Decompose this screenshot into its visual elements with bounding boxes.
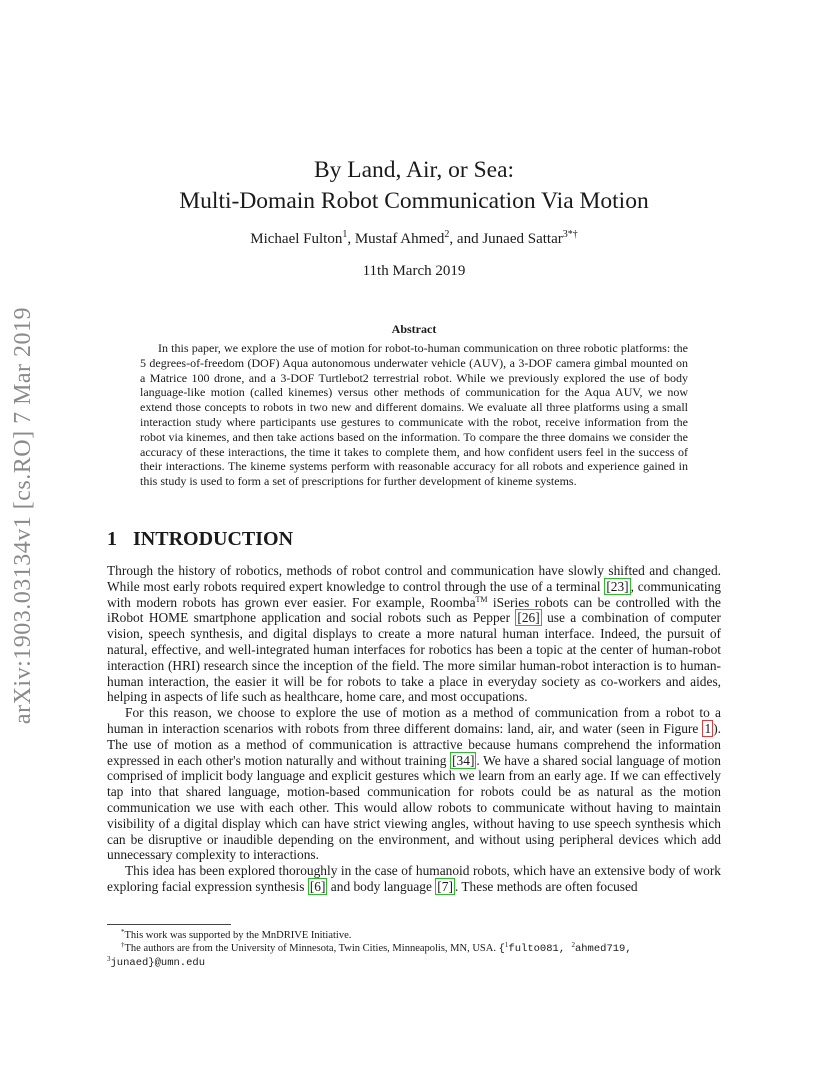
footnote-1 [107, 929, 721, 942]
intro-text: For this reason, we choose to explore the use of motion as a method of communication from a robot to a human in interaction scenarios with robots from three different domains: land, air, and water (seen in Figure [107, 705, 721, 736]
title-line-2: Multi-Domain Robot Communication Via Motion [179, 188, 649, 214]
intro-text: . We have a shared social language of motion comprised of implicit body language and explicit gestures which we learn from an early age. If we can effectively tap into that shared language, motion-based communication for robots could be as natural as the motion communication we use with each other. This would allow robots to communicate without having to maintain visibility of a digital display which can have strict viewing angles, without having to use speech synthesis which can be disruptive or inaudible depending on the environment, and without using peripheral devices which add unnecessary complexity to interactions. [107, 752, 721, 863]
intro-text: Through the history of robotics, methods of robot control and communication have slowly shifted and changed. While most early robots required expert knowledge to control through the use of a terminal [107, 563, 721, 594]
intro-paragraph-2 [107, 705, 721, 863]
intro-text: . These methods are often focused [454, 878, 638, 894]
email-sup-1: 1 [504, 941, 509, 949]
section-heading-introduction [107, 528, 293, 551]
email-part-2: ahmed719, [574, 943, 632, 955]
footnote-2-text: The authors are from the University of Minnesota, Twin Cities, Minneapolis, MN, USA. [124, 943, 499, 954]
citation-link-34[interactable]: [34] [452, 752, 475, 768]
paper-title [100, 155, 728, 217]
intro-text: , communicating with modern robots has grown ever easier. For example, Roomba [107, 578, 721, 610]
email-part-1: fulto081, [508, 943, 572, 955]
intro-paragraph-3 [107, 863, 721, 895]
intro-paragraph-1 [107, 563, 721, 705]
intro-text: and body language [327, 878, 436, 894]
trademark-symbol: TM [475, 594, 488, 604]
footnote-2 [107, 942, 721, 970]
footnotes [107, 929, 721, 970]
introduction-body [107, 563, 721, 895]
author-2: Mustaf Ahmed [354, 231, 445, 247]
author-list [100, 231, 728, 248]
footnote-1-mark: * [121, 928, 125, 936]
arxiv-identifier-stamp [1, 290, 46, 740]
email-sup-2: 2 [571, 941, 575, 949]
email-sup-3: 3 [107, 955, 111, 963]
email-part-3: junaed}@umn.edu [110, 957, 206, 969]
author-separator-1: , [347, 231, 355, 247]
intro-text: This idea has been explored thoroughly in the case of humanoid robots, which have an extensive body of work exploring facial expression synthesis [107, 863, 721, 894]
author-3-affiliation: 3*† [562, 229, 578, 240]
arxiv-identifier-text: arXiv:1903.03134v1 [cs.RO] 7 Mar 2019 [10, 306, 36, 724]
section-number: 1 [107, 528, 117, 550]
figure-link-1[interactable]: 1 [704, 720, 712, 736]
intro-text: ). The use of motion as a method of communication is attractive because humans comprehend the information expressed in each other's motion naturally and without training [107, 720, 721, 768]
author-3: Junaed Sattar [482, 231, 563, 247]
author-1: Michael Fulton [250, 231, 343, 247]
paper-date: 11th March 2019 [362, 263, 466, 279]
citation-link-7[interactable]: [7] [437, 878, 453, 894]
author-2-affiliation: 2 [444, 229, 450, 240]
citation-link-26[interactable]: [26] [517, 610, 540, 626]
abstract-heading: Abstract [391, 322, 437, 336]
section-title: INTRODUCTION [133, 528, 294, 550]
intro-text: iSeries robots can be controlled with the iRobot HOME smartphone application and social robots such as Pepper [107, 594, 721, 626]
author-1-affiliation: 1 [342, 229, 348, 240]
footnote-2-mark: † [121, 941, 125, 949]
footnote-1-text: This work was supported by the MnDRIVE Initiative. [124, 930, 352, 941]
email-brace: { [498, 943, 505, 955]
title-line-1: By Land, Air, or Sea: [313, 157, 515, 183]
author-separator-2: , and [449, 231, 483, 247]
intro-text: use a combination of computer vision, speech synthesis, and digital displays to create a more natural human interface. Indeed, the pursuit of natural, effective, and well-integrated human interfaces for robotics has been a topic at the center of human-robot interaction (HRI) research since the inception of the field. The more similar human-robot interaction is to human-human interaction, the easier it will be for robots to take a place in everyday society as co-workers and aides, helping in aspects of life such as healthcare, home care, and most occupations. [107, 610, 721, 705]
abstract-body: In this paper, we explore the use of motion for robot-to-human communication on three robotic platforms: the 5 degrees-of-freedom (DOF) Aqua autonomous underwater vehicle (AUV), a 3-DOF camera gimbal mounted on a Matrice 100 drone, and a 3-DOF Turtlebot2 terrestrial robot. While we previously explored the use of body language-like motion (called kinemes) versus other methods of communication for the Aqua AUV, we now extend those concepts to robots in two new and different domains. We evaluate all three platforms using a small interaction study where participants use gestures to communicate with the robot, receive information from the robot via kinemes, and then take actions based on the information. To compare the three domains we consider the accuracy of these interactions, the time it takes to complete them, and how confident users feel in the success of their interactions. The kineme systems perform with reasonable accuracy for all robots and experience gained in this study is used to form a set of prescriptions for further development of kineme systems. [140, 341, 688, 489]
citation-link-6[interactable]: [6] [309, 878, 326, 894]
citation-link-23[interactable]: [23] [606, 578, 629, 594]
footnote-divider [107, 924, 231, 925]
